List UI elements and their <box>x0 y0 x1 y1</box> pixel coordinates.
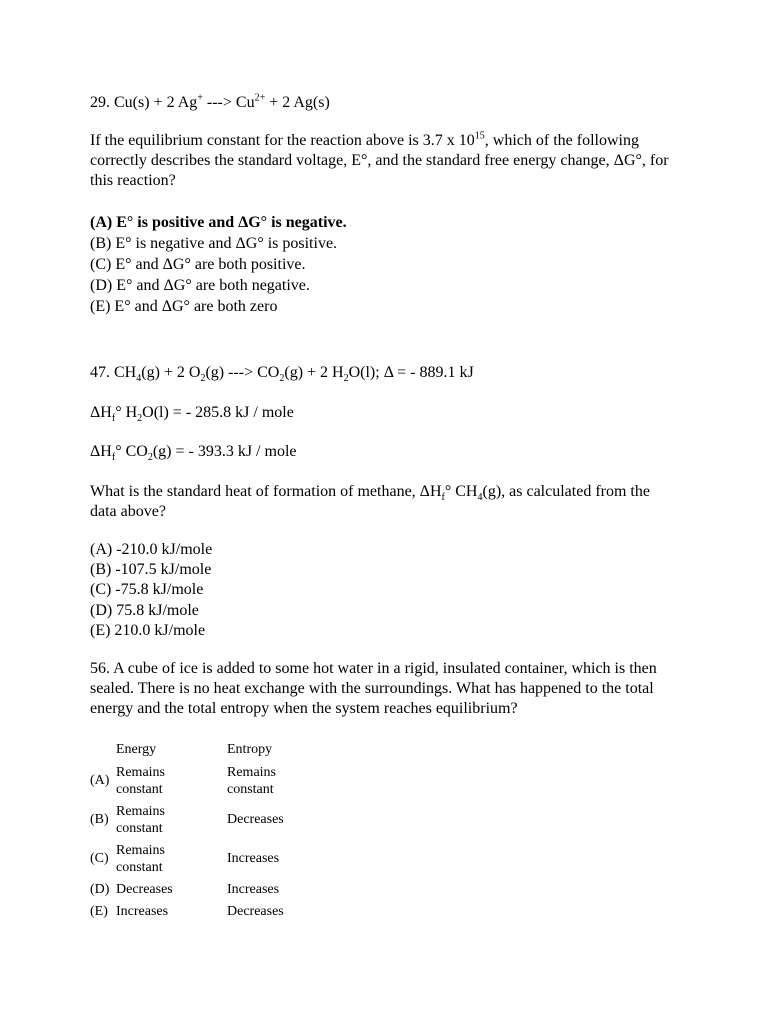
energy-cell: Remains constant <box>116 764 165 797</box>
q47-equation <box>90 363 690 383</box>
q56-option-row <box>90 900 284 922</box>
q29-stem-text: If the equilibrium constant for the reaction above is 3.7 x 10 <box>90 132 475 149</box>
q29-stem-exponent: 15 <box>474 130 485 142</box>
q47-h2o-text: O(l) = - 285.8 kJ / mole <box>142 404 294 421</box>
option-label: (D) <box>90 881 110 897</box>
q47-h2o-text: ° H <box>115 404 138 421</box>
option-label: (B) <box>90 812 109 827</box>
q29-option-e: (E) E° and ΔG° are both zero <box>90 298 278 315</box>
entropy-cell: Increases <box>227 851 280 866</box>
q47-eq-subscript: 2 <box>279 373 285 385</box>
q29-option-a: (A) E° is positive and ΔG° is negative. <box>90 214 347 231</box>
energy-column-header: Energy <box>116 742 157 757</box>
q56-stem: 56. A cube of ice is added to some hot water in a rigid, insulated container, which is then sealed. There is no heat exchange with the surroundings. What has happened to the total energy and the total entropy when the system reaches equilibrium? <box>90 660 657 717</box>
q56-option-row <box>90 839 284 878</box>
q47-h2o-subscript: 2 <box>137 413 143 425</box>
option-label: (C) <box>90 851 109 866</box>
q47-question-text: (g), as calculated from the data above? <box>90 483 650 520</box>
q29-stem <box>90 131 680 191</box>
q29-eq-charge-ag: + <box>197 92 203 104</box>
entropy-cell: Decreases <box>227 903 284 919</box>
q47-h2o-data <box>90 403 690 423</box>
option-label: (E) <box>90 903 108 919</box>
q47-eq-subscript: 2 <box>343 373 349 385</box>
q29-option-c: (C) E° and ΔG° are both positive. <box>90 256 306 273</box>
q47-option-d: (D) 75.8 kJ/mole <box>90 601 199 619</box>
entropy-cell: Remains constant <box>227 764 276 797</box>
entropy-cell: Decreases <box>227 812 284 827</box>
q47-option-c: (C) -75.8 kJ/mole <box>90 581 204 599</box>
q47-eq-subscript: 2 <box>200 373 206 385</box>
q29-eq-text: 29. Cu(s) + 2 Ag <box>90 94 198 111</box>
q47-option-e: (E) 210.0 kJ/mole <box>90 621 206 639</box>
q56-table-header <box>90 741 284 761</box>
q47-eq-text: (g) ---> CO <box>205 364 280 381</box>
q47-question-subscript: f <box>441 492 445 504</box>
q47-co2-subscript: f <box>111 452 116 464</box>
entropy-column-header: Entropy <box>227 742 273 757</box>
q29-eq-charge-cu: 2+ <box>254 92 266 104</box>
q47-h2o-text: ΔH <box>90 404 112 421</box>
energy-cell: Decreases <box>116 881 173 897</box>
q56-answer-table <box>90 741 390 922</box>
q47-options <box>90 540 690 641</box>
q47-eq-text: (g) + 2 O <box>141 364 201 381</box>
q47-eq-subscript: 4 <box>136 373 142 385</box>
question-29 <box>90 93 690 113</box>
q56-option-row <box>90 878 284 900</box>
q47-option-a: (A) -210.0 kJ/mole <box>90 541 213 558</box>
q29-option-b: (B) E° is negative and ΔG° is positive. <box>90 235 338 252</box>
q29-options <box>90 212 690 317</box>
q29-eq-text: ---> Cu <box>202 94 255 111</box>
q47-eq-text: 47. CH <box>90 364 137 381</box>
q47-question-text: ° CH <box>444 483 478 500</box>
q47-eq-text: (g) + 2 H <box>284 364 344 381</box>
q47-eq-text: O(l); Δ = - 889.1 kJ <box>348 364 474 381</box>
option-label: (A) <box>90 773 110 788</box>
q47-question <box>90 482 680 522</box>
energy-cell: Remains constant <box>116 803 165 836</box>
q47-h2o-subscript: f <box>111 413 116 425</box>
q47-question-subscript: 4 <box>477 492 483 504</box>
question-56 <box>90 659 680 719</box>
q29-equation <box>90 93 690 113</box>
q47-option-b: (B) -107.5 kJ/mole <box>90 561 212 579</box>
q56-option-row <box>90 761 284 800</box>
q47-co2-data <box>90 442 690 462</box>
q47-question-text: What is the standard heat of formation of methane, ΔH <box>90 483 442 500</box>
energy-cell: Remains constant <box>116 842 165 875</box>
q29-option-d: (D) E° and ΔG° are both negative. <box>90 277 310 294</box>
q56-option-row <box>90 800 284 839</box>
q47-co2-text: ΔH <box>90 443 112 460</box>
q29-stem-text: , which of the following correctly describes the standard voltage, E°, and the standard free energy change, ΔG°, for this reaction? <box>90 132 669 189</box>
energy-cell: Increases <box>116 903 169 919</box>
q47-co2-text: ° CO <box>115 443 148 460</box>
question-47 <box>90 363 690 383</box>
q47-co2-subscript: 2 <box>147 452 153 464</box>
q29-eq-text: + 2 Ag(s) <box>265 94 330 111</box>
q47-co2-text: (g) = - 393.3 kJ / mole <box>152 443 297 460</box>
entropy-cell: Increases <box>227 881 280 897</box>
